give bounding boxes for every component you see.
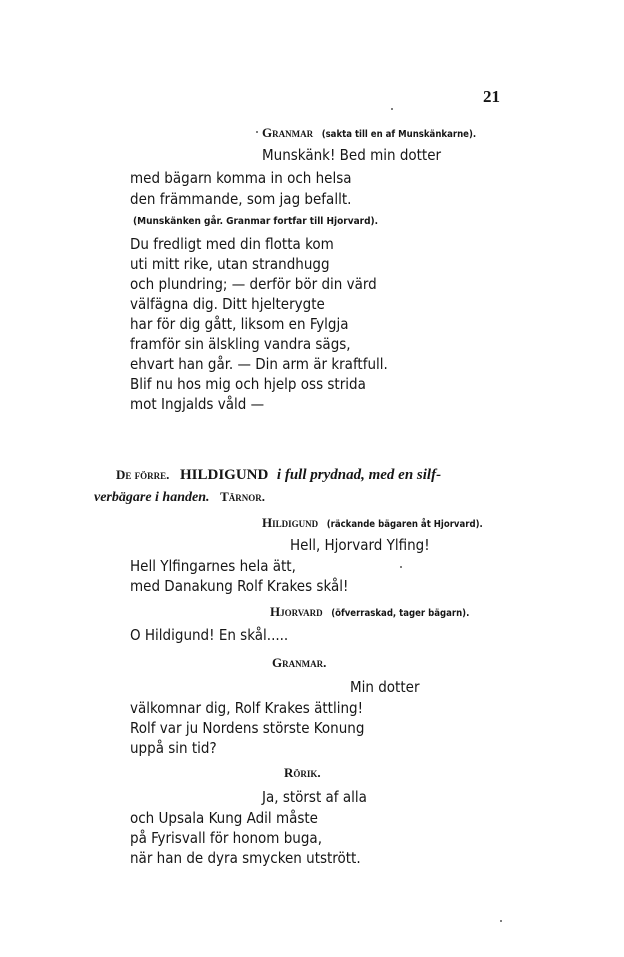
print-speck [256, 131, 258, 133]
stage-direction: verbägare i handen. [94, 490, 210, 505]
speaker-name: Granmar. [272, 655, 327, 670]
verse-line: ehvart han går. — Din arm är kraftfull. [130, 355, 388, 373]
verse-line: uppå sin tid? [130, 739, 217, 757]
verse-line: har för dig gått, liksom en Fylgja [130, 315, 349, 333]
stage-heading [262, 124, 476, 140]
scene-cast-line [116, 466, 441, 483]
stage-heading [270, 603, 469, 619]
verse-line: välkomnar dig, Rolf Krakes ättling! [130, 699, 363, 717]
character-name: Tärnor. [220, 489, 265, 504]
verse-line: när han de dyra smycken utstrött. [130, 849, 361, 867]
speaker-name: Hildigund [262, 515, 319, 530]
speaker-name: Rörik. [284, 765, 321, 780]
verse-line: med Danakung Rolf Krakes skål! [130, 577, 349, 595]
verse-line: Du fredligt med din flotta kom [130, 235, 334, 253]
character-name: HILDIGUND [179, 467, 269, 483]
print-speck [391, 108, 393, 110]
verse-line: O Hildigund! En skål..... [130, 626, 289, 644]
verse-line: Hell, Hjorvard Ylfing! [290, 536, 430, 554]
verse-line: Blif nu hos mig och hjelp oss strida [130, 375, 366, 393]
speaker-name: Granmar [262, 125, 314, 140]
verse-line: framför sin älskling vandra sägs, [130, 335, 351, 353]
stage-direction: i full prydnad, med en silf- [276, 467, 442, 483]
verse-line: med bägarn komma in och helsa [130, 169, 352, 187]
verse-line: mot Ingjalds våld — [130, 395, 265, 413]
verse-line: och plundring; — derför bör din värd [130, 275, 377, 293]
cast-label: De förre. [116, 467, 170, 482]
speaker-name: Hjorvard [270, 604, 323, 619]
print-speck [500, 920, 502, 922]
stage-heading [262, 514, 483, 530]
verse-line: uti mitt rike, utan strandhugg [130, 255, 330, 273]
stage-direction: (Munskänken går. Granmar fortfar till Hjorvard). [133, 216, 379, 227]
verse-line: Min dotter [350, 678, 420, 696]
stage-direction: (sakta till en af Munskänkarne). [321, 129, 477, 140]
page-number: 21 [483, 87, 500, 106]
verse-line: den främmande, som jag befallt. [130, 190, 352, 208]
verse-line: Rolf var ju Nordens störste Konung [130, 719, 365, 737]
print-speck [400, 566, 402, 568]
verse-line: och Upsala Kung Adil måste [130, 809, 318, 827]
scene-cast-line [94, 488, 265, 505]
verse-line: Ja, störst af alla [262, 788, 367, 806]
stage-direction: (öfverraskad, tager bägarn). [331, 608, 470, 619]
stage-direction: (räckande bägaren åt Hjorvard). [326, 519, 483, 530]
verse-line: välfägna dig. Ditt hjelterygte [130, 295, 325, 313]
verse-line: på Fyrisvall för honom buga, [130, 829, 322, 847]
verse-line: Hell Ylfingarnes hela ätt, [130, 557, 296, 575]
verse-line: Munskänk! Bed min dotter [262, 146, 442, 164]
